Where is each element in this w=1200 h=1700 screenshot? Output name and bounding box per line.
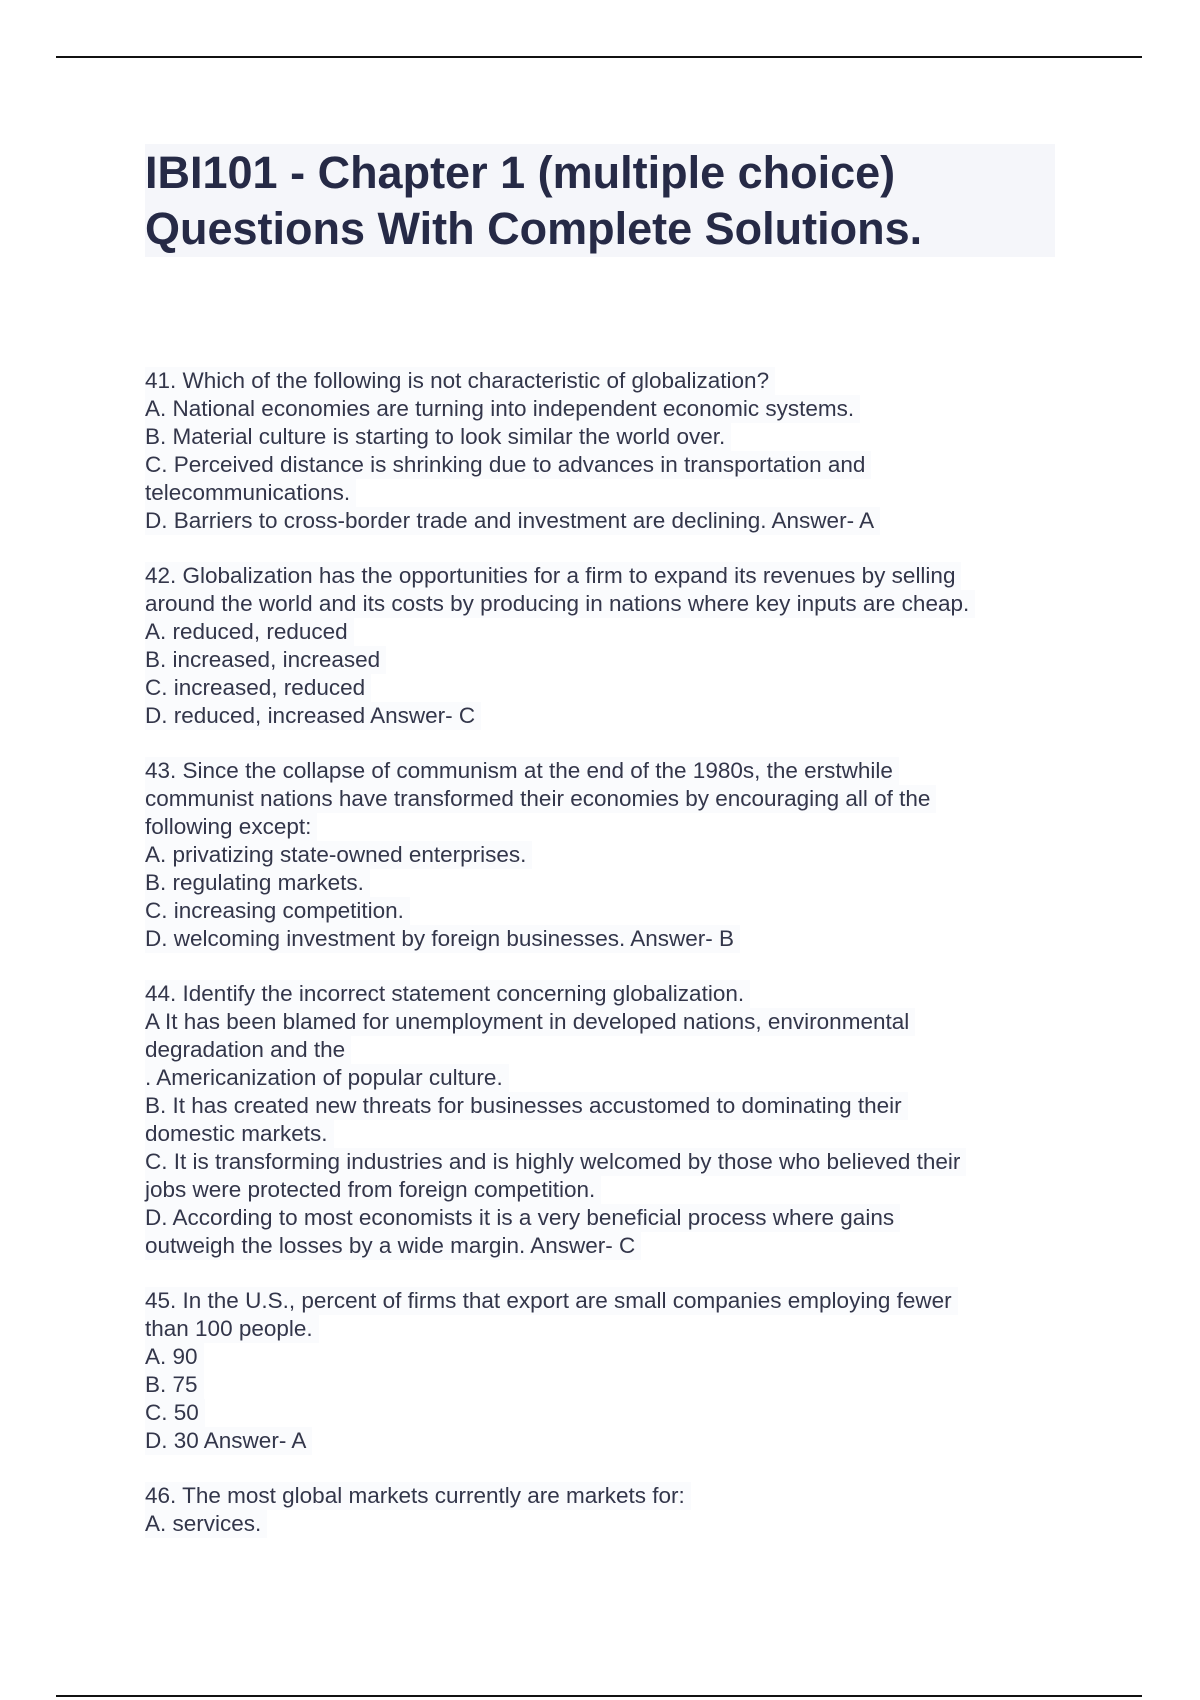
question-text: 42. Globalization has the opportunities for a firm to expand its revenues by selling — [145, 562, 961, 590]
question-line: around the world and its costs by producing in nations where key inputs are cheap. — [145, 590, 975, 618]
question-line: A. services. — [145, 1510, 267, 1538]
question-line: C. It is transforming industries and is highly welcomed by those who believed their — [145, 1148, 966, 1176]
question-text: 44. Identify the incorrect statement concerning globalization. — [145, 980, 750, 1008]
question-line: following except: — [145, 813, 317, 841]
question-line: communist nations have transformed their economies by encouraging all of the — [145, 785, 936, 813]
question-block — [145, 367, 1045, 535]
question-block — [145, 980, 1045, 1260]
question-line: jobs were protected from foreign competition. — [145, 1176, 601, 1204]
question-line: B. Material culture is starting to look similar the world over. — [145, 423, 731, 451]
title-line-1: IBI101 - Chapter 1 (multiple choice) — [145, 147, 896, 198]
question-text: 41. Which of the following is not characteristic of globalization? — [145, 367, 775, 395]
question-line: D. 30 Answer- A — [145, 1427, 312, 1455]
question-line: D. welcoming investment by foreign businesses. Answer- B — [145, 925, 740, 953]
question-block — [145, 757, 1045, 953]
question-block — [145, 1287, 1045, 1455]
question-text: 46. The most global markets currently are markets for: — [145, 1482, 691, 1510]
question-line: B. It has created new threats for businesses accustomed to dominating their — [145, 1092, 908, 1120]
top-rule — [56, 56, 1142, 58]
question-line: B. 75 — [145, 1371, 204, 1399]
question-line: domestic markets. — [145, 1120, 334, 1148]
title-line-2: Questions With Complete Solutions. — [145, 203, 923, 254]
question-line: D. According to most economists it is a very beneficial process where gains — [145, 1204, 900, 1232]
document-title — [145, 144, 1055, 257]
question-line: outweigh the losses by a wide margin. Answer- C — [145, 1232, 641, 1260]
question-line: D. reduced, increased Answer- C — [145, 702, 481, 730]
question-line: B. regulating markets. — [145, 869, 370, 897]
question-line: . Americanization of popular culture. — [145, 1064, 509, 1092]
question-line: than 100 people. — [145, 1315, 319, 1343]
question-line: degradation and the — [145, 1036, 351, 1064]
question-block — [145, 1482, 1045, 1538]
question-line: C. 50 — [145, 1399, 205, 1427]
questions-list — [145, 367, 1045, 1565]
question-line: A. 90 — [145, 1343, 204, 1371]
question-line: B. increased, increased — [145, 646, 386, 674]
question-line: C. Perceived distance is shrinking due to advances in transportation and — [145, 451, 871, 479]
bottom-rule — [56, 1695, 1142, 1697]
question-line: C. increased, reduced — [145, 674, 371, 702]
question-line: telecommunications. — [145, 479, 356, 507]
question-line: D. Barriers to cross-border trade and investment are declining. Answer- A — [145, 507, 880, 535]
question-text: 45. In the U.S., percent of firms that export are small companies employing fewer — [145, 1287, 958, 1315]
question-line: A It has been blamed for unemployment in developed nations, environmental — [145, 1008, 915, 1036]
question-line: A. National economies are turning into independent economic systems. — [145, 395, 860, 423]
question-line: C. increasing competition. — [145, 897, 410, 925]
question-block — [145, 562, 1045, 730]
question-text: 43. Since the collapse of communism at the end of the 1980s, the erstwhile — [145, 757, 899, 785]
question-line: A. privatizing state-owned enterprises. — [145, 841, 532, 869]
question-line: A. reduced, reduced — [145, 618, 354, 646]
